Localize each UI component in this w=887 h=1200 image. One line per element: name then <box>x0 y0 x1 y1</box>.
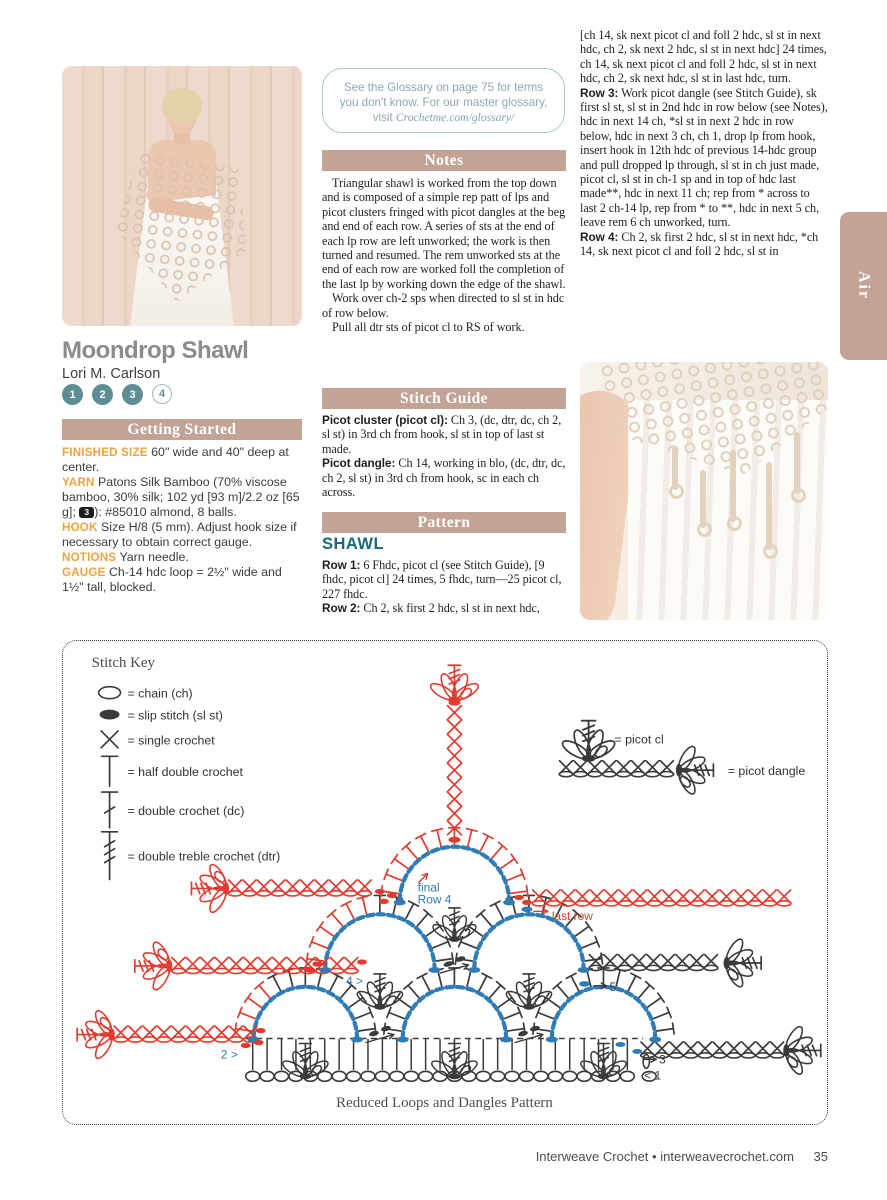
yarn-entry: YARN Patons Silk Bamboo (70% viscose bamboo, 30% silk; 102 yd [93 m]/2.2 oz [65 g]; 3 ): #85010 almond, 8 balls. <box>62 475 300 519</box>
diagram-caption: Reduced Loops and Dangles Pattern <box>336 1095 553 1112</box>
shawl-dangle <box>700 470 706 528</box>
hero-photo <box>62 66 302 326</box>
skill-circle-3: 3 <box>122 384 143 405</box>
crochet-diagram <box>63 641 826 1123</box>
shawl-dangle <box>794 432 800 494</box>
notions-entry: NOTIONS Yarn needle. <box>62 550 189 564</box>
detail-photo <box>580 362 828 620</box>
model-hair <box>162 88 202 122</box>
yarn-label: YARN <box>62 476 95 489</box>
shawl-dangle <box>730 450 736 522</box>
page-number: 35 <box>813 1149 828 1164</box>
diagram-label-row-3: 3 <box>659 1052 666 1067</box>
hook-label: HOOK <box>62 521 98 534</box>
footer-site: interweavecrochet.com <box>660 1149 794 1164</box>
pattern-subhead: SHAWL <box>322 535 385 553</box>
diagram-label-row-1: < 1 <box>644 1068 662 1083</box>
notions-label: NOTIONS <box>62 551 117 564</box>
skill-circle-1: 1 <box>62 384 83 405</box>
glossary-url: Crochetme.com/glossary/ <box>395 111 515 124</box>
notes-paragraph: Pull all dtr sts of picot cl to RS of work. <box>332 320 525 335</box>
footer-bullet: • <box>652 1149 657 1164</box>
diagram-label-row-2: 2 > <box>220 1047 238 1062</box>
diagram-label-final-row: Row 4 <box>417 892 452 907</box>
pattern-row: Row 1: 6 Fhdc, picot cl (see Stitch Guide), [9 fhdc, picot cl] 24 times, 5 fhdc, turn—25 picot cl, 227 fhdc. <box>322 558 562 601</box>
author-name: Lori M. Carlson <box>62 366 161 382</box>
stitch-key-title: Stitch Key <box>91 654 155 671</box>
skill-level-badges <box>62 384 172 405</box>
key-label-chain: = chain (ch) <box>127 686 193 701</box>
section-header-pattern: Pattern <box>322 512 566 533</box>
shawl-dangle <box>766 462 772 550</box>
pattern-rows <box>322 558 566 616</box>
shawl-dangle <box>672 446 678 490</box>
stitch-diagram-box <box>62 640 828 1125</box>
pattern-row: Row 3: Work picot dangle (see Stitch Guide), sk first sl st, sl st in 2nd hdc in row below (see Notes), hdc in next 14 ch, *sl st in next 2 hdc in row below, hdc in next 3 ch, ch 1, drop lp from hook, insert hook in 12th hdc of previous 14-hdc group and pull dropped lp through, sl st in ch just made, picot cl, sl st in ch-1 sp and in top of hdc last made**, hdc in next 11 ch; rep from * across to last 2 ch-14 lp, rep from * to **, hdc in next 5 ch, leave rem 6 ch unworked, turn. <box>580 85 828 230</box>
notes-paragraph: Triangular shawl is worked from the top down and is composed of a simple rep patt of lps and picot clusters fringed with picot dangles at the beg and end of each row. A series of sts at the end of each lp row are left unworked; the work is then turned and resumed. The rem unworked sts at the end of each row are worked foll the completion of the last lp by working down the edge of the shawl. <box>322 176 566 291</box>
pattern-row-continuation: [ch 14, sk next picot cl and foll 2 hdc, sl st in next hdc, ch 2, sk next 2 hdc, sl st in next hdc] 24 times, ch 14, sk next picot cl and foll 2 hdc, sl st in next hdc, ch 2, sk next hdc, sl st in last hdc, turn. <box>580 28 827 86</box>
diagram-label-last-row: last row <box>551 909 593 924</box>
diagram-label-final-row: final <box>417 880 440 895</box>
page-footer <box>62 1149 828 1164</box>
key-label-picot-dangle: = picot dangle <box>727 764 806 779</box>
stitch-guide-entry: Picot cluster (picot cl): Ch 3, (dc, dtr, dc, ch 2, sl st) in 3rd ch from hook, sl st in top of last st made. <box>322 413 562 456</box>
footer-magazine: Interweave Crochet <box>535 1149 649 1164</box>
key-label-double-treble: = double treble crochet (dtr) <box>127 849 281 864</box>
pattern-continued-text <box>580 28 828 259</box>
skill-circle-2: 2 <box>92 384 113 405</box>
glossary-note-box <box>322 68 565 133</box>
page-title: Moondrop Shawl <box>62 337 249 364</box>
hook-entry: HOOK Size H/8 (5 mm). Adjust hook size if necessary to obtain correct gauge. <box>62 520 297 549</box>
finished-size-entry: FINISHED SIZE 60" wide and 40" deep at center. <box>62 445 289 474</box>
glossary-line-1: See the Glossary on page 75 for terms <box>343 81 544 94</box>
section-header-getting-started: Getting Started <box>62 419 302 440</box>
key-label-slip-stitch: = slip stitch (sl st) <box>127 708 223 723</box>
key-label-double-crochet: = double crochet (dc) <box>127 803 245 818</box>
section-header-stitch-guide: Stitch Guide <box>322 388 566 409</box>
skill-circle-4: 4 <box>152 384 172 404</box>
glossary-line-3: visit Crochetme.com/glossary/ <box>372 111 515 124</box>
getting-started-text <box>62 445 302 595</box>
key-label-half-double-crochet: = half double crochet <box>127 765 244 780</box>
key-label-single-crochet: = single crochet <box>127 733 215 748</box>
stitch-guide-text <box>322 413 566 499</box>
notes-text <box>322 176 566 334</box>
section-tab-label: Air <box>855 271 873 301</box>
glossary-line-2: you don't know. For our master glossary, <box>339 96 548 109</box>
key-label-picot-cl: = picot cl <box>614 732 664 747</box>
yarn-weight-badge: 3 <box>79 507 94 518</box>
diagram-label-row-4: 4 > <box>346 973 364 988</box>
notes-paragraph: Work over ch-2 sps when directed to sl st in hdc of row below. <box>322 291 565 320</box>
section-header-notes: Notes <box>322 150 566 171</box>
gauge-label: GAUGE <box>62 566 106 579</box>
stitch-guide-entry: Picot dangle: Ch 14, working in blo, (dc, dtr, dc, ch 2, sl st) in 3rd ch from hook, sc in each ch across. <box>322 456 566 500</box>
finished-size-label: FINISHED SIZE <box>62 446 148 459</box>
pattern-row: Row 2: Ch 2, sk first 2 hdc, sl st in next hdc, <box>322 601 540 616</box>
shawl-mesh <box>109 150 256 309</box>
section-tab-air <box>840 212 887 360</box>
gauge-entry: GAUGE Ch-14 hdc loop = 2½" wide and 1½" tall, blocked. <box>62 565 282 594</box>
pattern-row: Row 4: Ch 2, sk first 2 hdc, sl st in next hdc, *ch 14, sk next picot cl and foll 2 hdc, sl st in <box>580 229 819 259</box>
diagram-label-row-5: 5 <box>609 979 617 994</box>
